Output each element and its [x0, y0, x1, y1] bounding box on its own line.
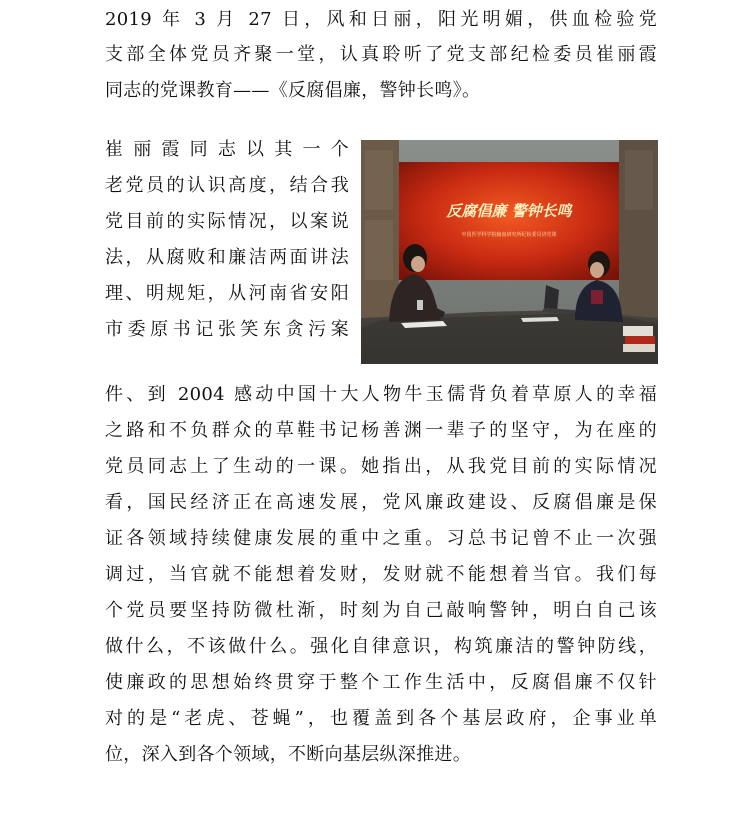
slide-subtitle: 中国医学科学院输血研究所纪检委员讲党课 [461, 232, 557, 238]
paragraph-line: 理、明规矩，从河南省安阳 [105, 283, 349, 304]
paragraph-line: 党员同志上了生动的一课。她指出，从我党目前的实际情况 [105, 456, 657, 477]
paragraph-line: 件、到 2004 感动中国十大人物牛玉儒背负着草原人的幸福 [105, 384, 657, 405]
paragraph-line: 党目前的实际情况，以案说 [105, 211, 349, 232]
paragraph-line: 支部全体党员齐聚一堂，认真聆听了党支部纪检委员崔丽霞 [105, 44, 657, 65]
paragraph-line: 崔丽霞同志以其一个 [105, 139, 349, 160]
slide-title: 反腐倡廉 警钟长鸣 [446, 202, 572, 220]
paragraph-line: 老党员的认识高度，结合我 [105, 175, 349, 196]
paragraph-line: 个党员要坚持防微杜渐，时刻为自己敲响警钟，明白自己该 [105, 600, 657, 621]
paragraph-line: 使廉政的思想始终贯穿于整个工作生活中，反腐倡廉不仅针 [105, 672, 657, 693]
paragraph-line: 对的是“老虎、苍蝇”，也覆盖到各个基层政府，企事业单 [105, 708, 657, 729]
paragraph-line: 位，深入到各个领域，不断向基层纵深推进。 [105, 744, 471, 765]
paragraph-line: 之路和不负群众的草鞋书记杨善渊一辈子的坚守，为在座的 [105, 420, 657, 441]
paragraph-line: 证各领域持续健康发展的重中之重。习总书记曾不止一次强 [105, 528, 657, 549]
paragraph-line: 市委原书记张笑东贪污案 [105, 319, 349, 340]
paragraph-line: 看，国民经济正在高速发展，党风廉政建设、反腐倡廉是保 [105, 492, 657, 513]
paragraph-line: 同志的党课教育——《反腐倡廉，警钟长鸣》。 [105, 80, 481, 101]
paragraph-line: 调过，当官就不能想着发财，发财就不能想着当官。我们每 [105, 564, 657, 585]
paragraph-line: 法，从腐败和廉洁两面讲法 [105, 247, 349, 268]
paragraph-line: 做什么，不该做什么。强化自律意识，构筑廉洁的警钟防线， [105, 636, 657, 657]
paragraph-line: 2019 年 3 月 27 日，风和日丽，阳光明媚，供血检验党 [105, 9, 657, 30]
lecture-photo [361, 140, 658, 364]
